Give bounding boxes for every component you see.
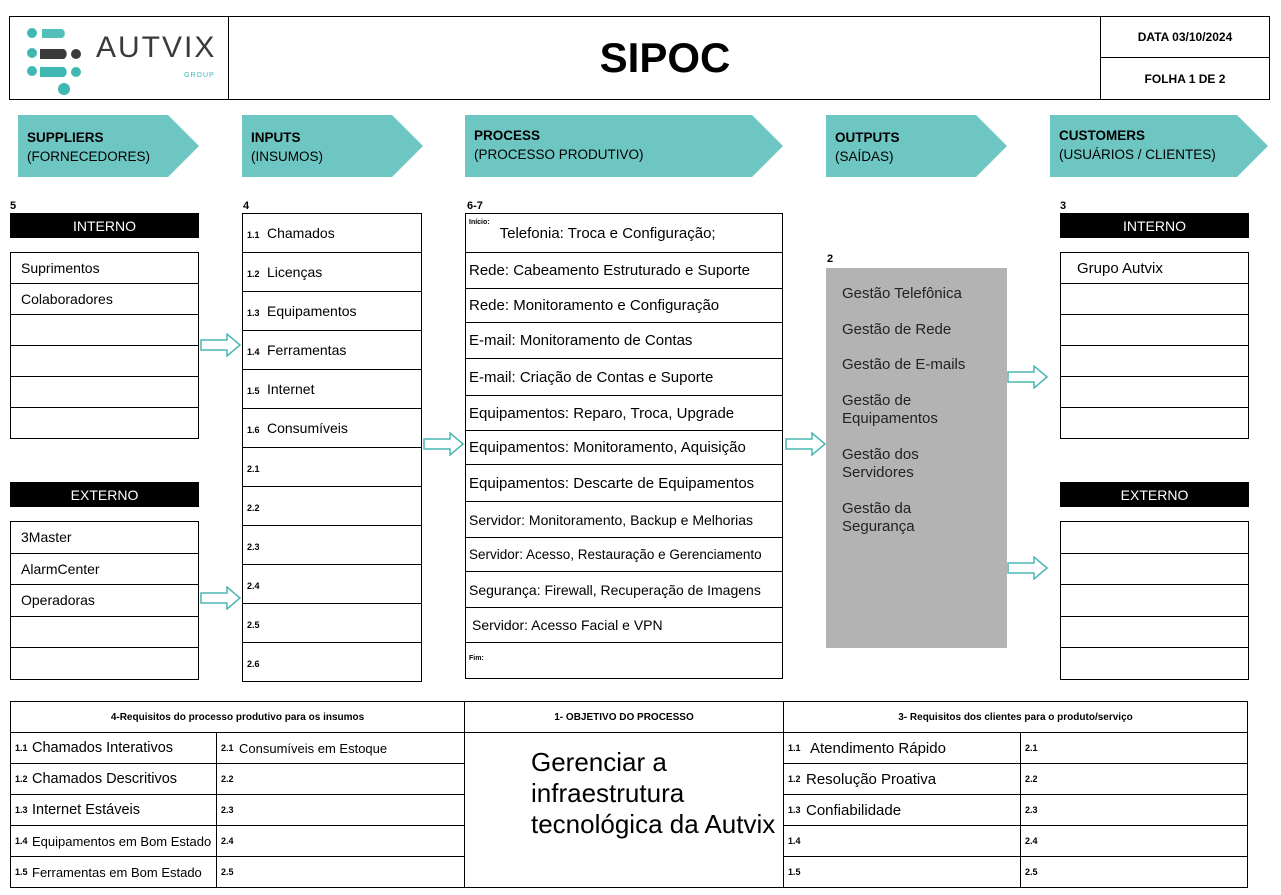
- list-item: [243, 487, 422, 526]
- outputs-header: [826, 115, 1007, 177]
- sheet-cell: FOLHA 1 DE 2: [1144, 71, 1226, 86]
- item-number: 2.1: [1025, 743, 1038, 753]
- header: [9, 16, 1270, 100]
- outputs-title: OUTPUTS: [835, 130, 900, 145]
- requirement-row: [1021, 733, 1247, 764]
- process-step: Rede: Cabeamento Estruturado e Suporte: [466, 253, 783, 289]
- customers-title: CUSTOMERS: [1059, 128, 1146, 143]
- end-label: Fim:: [469, 655, 484, 662]
- item-label: Internet Estáveis: [32, 802, 140, 818]
- output-item: Gestão dos Servidores: [842, 446, 919, 481]
- output-item: Gestão Telefônica: [842, 285, 962, 302]
- item-number: 2.3: [221, 805, 234, 815]
- item-number: 1.3: [247, 308, 260, 318]
- objective-title: 1- OBJETIVO DO PROCESSO: [465, 702, 784, 733]
- logo-text: AUTVIX: [96, 31, 217, 64]
- item-label: Confiabilidade: [806, 801, 902, 819]
- inputs-list: [242, 213, 422, 682]
- list-item: [11, 315, 199, 346]
- item-number: 2.4: [247, 581, 260, 591]
- input-requirements-title: 4-Requisitos do processo produtivo para os insumos: [11, 702, 465, 733]
- item-number: 1.1: [247, 230, 260, 240]
- list-item: [466, 643, 783, 679]
- list-item: [243, 331, 422, 370]
- output-item: Gestão de Equipamentos: [842, 392, 938, 427]
- customers-count: 3: [1060, 200, 1067, 212]
- inputs-subtitle: (INSUMOS): [251, 149, 323, 164]
- customers-header: [1050, 115, 1268, 177]
- output-item: Gestão da Segurança: [842, 500, 915, 535]
- list-item: AlarmCenter: [11, 553, 199, 585]
- requirements-section: [10, 701, 1248, 888]
- process-title: PROCESS: [474, 128, 541, 143]
- item-number: 1.5: [788, 867, 801, 877]
- customers-subtitle: (USUÁRIOS / CLIENTES): [1059, 147, 1216, 162]
- list-item: [243, 526, 422, 565]
- customers-internal-list: [1060, 252, 1249, 439]
- item-number: 1.2: [247, 269, 260, 279]
- list-item: Suprimentos: [11, 253, 199, 284]
- logo-area: [10, 17, 229, 99]
- item-number: 1.4: [788, 836, 801, 846]
- item-number: 2.5: [221, 867, 234, 877]
- requirement-row: [784, 733, 1021, 764]
- list-item: [1061, 522, 1249, 554]
- list-item: [243, 253, 422, 292]
- requirement-row: [1021, 826, 1247, 857]
- customers-external-label: EXTERNO: [1060, 482, 1249, 507]
- flow-arrow-icon: [1007, 556, 1049, 580]
- inputs-header: [242, 115, 423, 177]
- process-step: Servidor: Acesso, Restauração e Gerenciamento: [466, 538, 783, 572]
- suppliers-header: [18, 115, 199, 177]
- logo-subtext: GROUP: [184, 72, 215, 79]
- suppliers-external-list: [10, 521, 199, 680]
- item-label: Internet: [267, 381, 315, 397]
- list-item: 3Master: [11, 522, 199, 554]
- item-number: 2.1: [221, 743, 234, 753]
- item-number: 1.4: [15, 836, 28, 846]
- requirement-row: [217, 733, 465, 764]
- suppliers-subtitle: (FORNECEDORES): [27, 149, 151, 164]
- requirement-row: [11, 795, 217, 826]
- item-number: 2.2: [221, 774, 234, 784]
- header-info: [1100, 17, 1269, 99]
- item-number: 1.3: [15, 805, 28, 815]
- item-number: 2.4: [221, 836, 234, 846]
- list-item: Grupo Autvix: [1061, 253, 1249, 284]
- autvix-logo-icon: [24, 23, 92, 95]
- list-item: [11, 346, 199, 377]
- item-number: 1.2: [788, 774, 801, 784]
- customers-external-list: [1060, 521, 1249, 680]
- item-label: Resolução Proativa: [806, 770, 937, 788]
- requirement-row: [1021, 795, 1247, 826]
- suppliers-internal-list: [10, 252, 199, 439]
- process-step: Equipamentos: Descarte de Equipamentos: [466, 465, 783, 502]
- requirement-row: [11, 764, 217, 795]
- item-label: Chamados: [267, 225, 335, 241]
- item-label: Chamados Interativos: [32, 740, 174, 756]
- list-item: [11, 408, 199, 439]
- flow-arrow-icon: [200, 333, 242, 357]
- list-item: [1061, 315, 1249, 346]
- start-label: Início:: [469, 218, 490, 226]
- process-count: 6-7: [467, 200, 483, 212]
- item-number: 2.6: [247, 659, 260, 669]
- process-step: Rede: Monitoramento e Configuração: [466, 289, 783, 323]
- list-item: [243, 214, 422, 253]
- list-item: [1061, 346, 1249, 377]
- item-number: 2.3: [247, 542, 260, 552]
- list-item: [1061, 377, 1249, 408]
- item-number: 2.5: [247, 620, 260, 630]
- item-number: 1.3: [788, 805, 801, 815]
- requirement-row: [11, 826, 217, 857]
- item-number: 1.1: [15, 743, 28, 753]
- item-number: 2.3: [1025, 805, 1038, 815]
- process-step: Telefonia: Troca e Configuração;: [499, 224, 716, 242]
- flow-arrow-icon: [423, 432, 465, 456]
- list-item: [1061, 408, 1249, 439]
- list-item: [243, 370, 422, 409]
- requirement-row: [1021, 764, 1247, 795]
- requirement-row: [11, 733, 217, 764]
- list-item: [1061, 553, 1249, 585]
- requirement-row: [784, 764, 1021, 795]
- item-number: 1.5: [15, 867, 28, 877]
- list-item: [243, 409, 422, 448]
- process-header: [465, 115, 783, 177]
- requirement-row: [217, 857, 465, 887]
- item-label: Consumíveis: [267, 420, 348, 436]
- item-number: 1.4: [247, 347, 260, 357]
- requirement-row: [11, 857, 217, 887]
- item-label: Chamados Descritivos: [32, 771, 178, 787]
- item-number: 2.1: [247, 464, 260, 474]
- flow-arrow-icon: [1007, 365, 1049, 389]
- list-item: [243, 448, 422, 487]
- inputs-count: 4: [243, 200, 250, 212]
- list-item: [1061, 585, 1249, 617]
- inputs-title: INPUTS: [251, 130, 301, 145]
- requirement-row: [784, 826, 1021, 857]
- list-item: [11, 377, 199, 408]
- requirement-row: [217, 764, 465, 795]
- item-label: Equipamentos: [267, 303, 357, 319]
- item-number: 2.4: [1025, 836, 1038, 846]
- list-item: [11, 616, 199, 648]
- process-step: Segurança: Firewall, Recuperação de Imagens: [466, 572, 783, 608]
- suppliers-internal-label: INTERNO: [10, 213, 199, 238]
- page-title: SIPOC: [599, 34, 731, 81]
- outputs-count: 2: [827, 253, 834, 265]
- list-item: [11, 648, 199, 680]
- process-step: Servidor: Monitoramento, Backup e Melhorias: [466, 502, 783, 538]
- client-requirements-title: 3- Requisitos dos clientes para o produto/serviço: [784, 702, 1247, 733]
- outputs-subtitle: (SAÍDAS): [835, 149, 894, 164]
- list-item: Operadoras: [11, 585, 199, 617]
- requirement-row: [784, 795, 1021, 826]
- item-label: Equipamentos em Bom Estado: [32, 833, 212, 849]
- list-item: [1061, 616, 1249, 648]
- output-item: Gestão de Rede: [842, 321, 952, 338]
- requirement-row: [217, 826, 465, 857]
- requirement-row: [784, 857, 1021, 887]
- item-number: 2.2: [247, 503, 260, 513]
- list-item: [243, 565, 422, 604]
- item-label: Licenças: [267, 264, 323, 280]
- requirement-row: [1021, 857, 1247, 887]
- item-number: 2.2: [1025, 774, 1038, 784]
- item-label: Atendimento Rápido: [810, 739, 946, 757]
- process-step: Servidor: Acesso Facial e VPN: [466, 608, 783, 643]
- process-subtitle: (PROCESSO PRODUTIVO): [474, 147, 644, 162]
- process-list: [465, 213, 783, 679]
- item-label: Ferramentas em Bom Estado: [32, 864, 202, 880]
- output-item: Gestão de E-mails: [842, 356, 966, 373]
- suppliers-count: 5: [10, 200, 17, 212]
- item-number: 1.6: [247, 425, 260, 435]
- item-number: 1.2: [15, 774, 28, 784]
- process-step: Equipamentos: Monitoramento, Aquisição: [466, 431, 783, 465]
- list-item: [243, 292, 422, 331]
- item-label: Ferramentas: [267, 342, 347, 358]
- item-number: 1.1: [788, 743, 801, 753]
- list-item: [243, 643, 422, 682]
- item-number: 1.5: [247, 386, 260, 396]
- flow-arrow-icon: [785, 432, 827, 456]
- item-number: 2.5: [1025, 867, 1038, 877]
- suppliers-external-label: EXTERNO: [10, 482, 199, 507]
- requirement-row: [217, 795, 465, 826]
- list-item: [466, 214, 783, 253]
- flow-arrow-icon: [200, 586, 242, 610]
- process-step: E-mail: Monitoramento de Contas: [466, 323, 783, 359]
- list-item: [243, 604, 422, 643]
- item-label: Consumíveis em Estoque: [239, 740, 388, 756]
- list-item: [1061, 648, 1249, 680]
- date-cell: DATA 03/10/2024: [1101, 17, 1269, 58]
- list-item: [1061, 284, 1249, 315]
- suppliers-title: SUPPLIERS: [27, 130, 104, 145]
- list-item: Colaboradores: [11, 284, 199, 315]
- process-step: E-mail: Criação de Contas e Suporte: [466, 359, 783, 396]
- outputs-box: [826, 268, 1007, 648]
- objective-text: Gerenciar a infraestrutura tecnológica da Autvix: [465, 733, 784, 887]
- process-step: Equipamentos: Reparo, Troca, Upgrade: [466, 396, 783, 431]
- customers-internal-label: INTERNO: [1060, 213, 1249, 238]
